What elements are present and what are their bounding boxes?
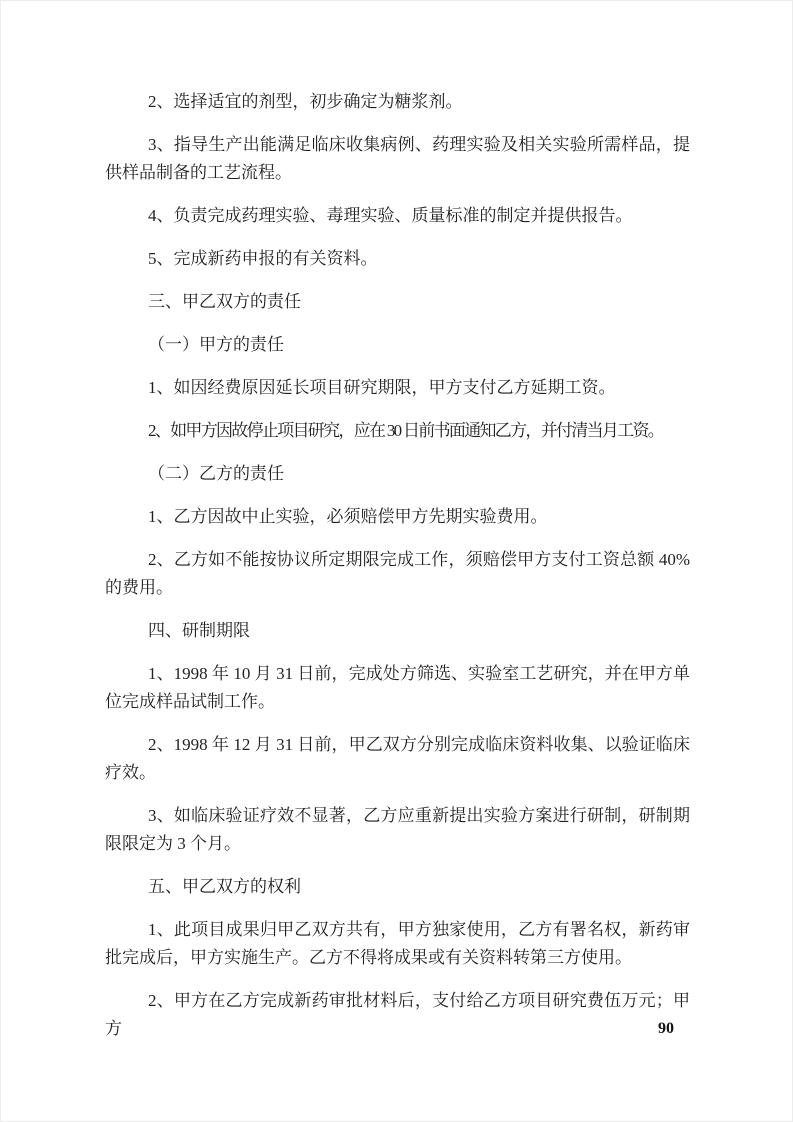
para-rights-item-2: 2、甲方在乙方完成新药审批材料后，支付给乙方项目研究费伍万元；甲方 — [105, 991, 690, 1038]
para-period-item-1: 1、1998 年 10 月 31 日前，完成处方筛选、实验室工艺研究，并在甲方单位完成样品试制工作。 — [105, 664, 690, 711]
heading-section-4-development-period: 四、研制期限 — [148, 621, 250, 640]
para-rights-item-1: 1、此项目成果归甲乙双方共有，甲方独家使用，乙方有署名权，新药审批完成后，甲方实施生产。乙方不得将成果或有关资料转第三方使用。 — [105, 920, 690, 967]
para-period-item-2: 2、1998 年 12 月 31 日前，甲乙双方分别完成临床资料收集、以验证临床疗效。 — [105, 735, 690, 782]
para-item-3-production-guidance: 3、指导生产出能满足临床收集病例、药理实验及相关实验所需样品，提供样品制备的工艺流程。 — [105, 135, 690, 182]
para-party-b-item-1: 1、乙方因故中止实验，必须赔偿甲方先期实验费用。 — [148, 507, 548, 526]
page-number: 90 — [658, 1020, 674, 1037]
para-item-5-application-materials: 5、完成新药申报的有关资料。 — [148, 249, 378, 268]
heading-section-3-responsibilities: 三、甲乙双方的责任 — [148, 292, 301, 311]
para-party-b-item-2: 2、乙方如不能按协议所定期限完成工作，须赔偿甲方支付工资总额 40%的费用。 — [105, 550, 690, 597]
para-party-a-item-1: 1、如因经费原因延长项目研究期限，甲方支付乙方延期工资。 — [148, 378, 616, 397]
para-item-4-pharmacology-reports: 4、负责完成药理实验、毒理实验、质量标准的制定并提供报告。 — [148, 206, 633, 225]
para-item-2-dosage-form: 2、选择适宜的剂型，初步确定为糖浆剂。 — [148, 92, 463, 111]
heading-section-5-rights: 五、甲乙双方的权利 — [148, 877, 301, 896]
subheading-party-a-responsibility: （一）甲方的责任 — [148, 335, 284, 354]
para-party-a-item-2: 2、如甲方因故停止项目研究，应在 30 日前书面通知乙方，并付清当月工资。 — [148, 421, 664, 440]
subheading-party-b-responsibility: （二）乙方的责任 — [148, 464, 284, 483]
para-period-item-3: 3、如临床验证疗效不显著，乙方应重新提出实验方案进行研制，研制期限限定为 3 个月。 — [105, 806, 690, 853]
